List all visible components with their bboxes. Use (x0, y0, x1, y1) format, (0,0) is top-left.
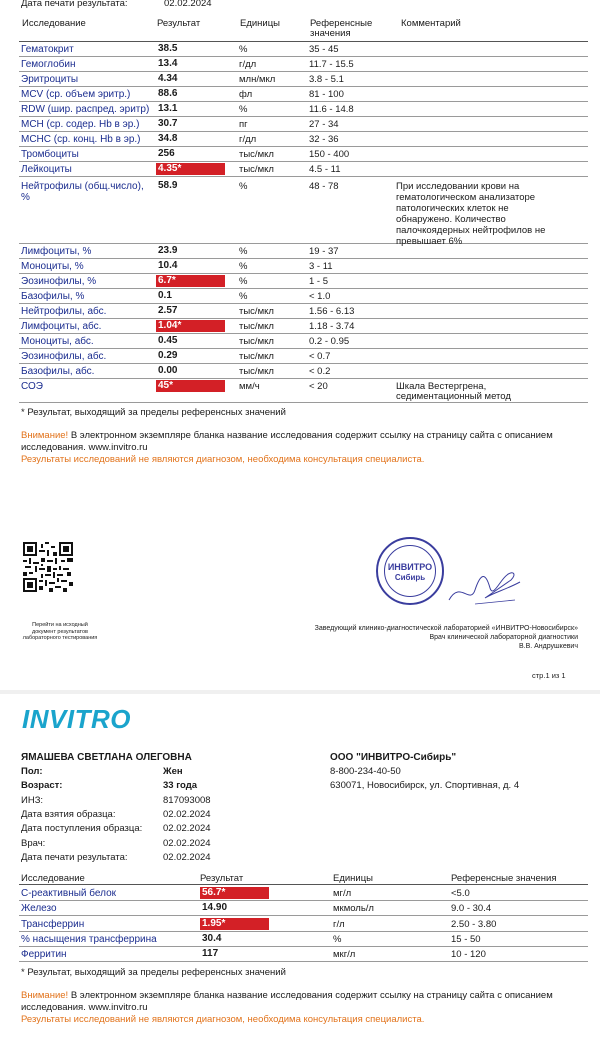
table-row (19, 364, 588, 379)
inz-label: ИНЗ: (21, 795, 44, 806)
row-ref: < 1.0 (309, 291, 331, 302)
qr-code-icon[interactable] (23, 542, 73, 592)
qr-caption-1: Перейти на исходный (32, 622, 88, 628)
row-result: 88.6 (158, 88, 178, 99)
row-ref: 0.2 - 0.95 (309, 336, 350, 347)
printed-value: 02.02.2024 (163, 852, 211, 863)
row-unit: г/л (333, 918, 345, 930)
warning-site[interactable]: www.invitro.ru (88, 442, 148, 453)
doctor-value: 02.02.2024 (163, 838, 211, 849)
row-name[interactable]: Эозинофилы, % (21, 276, 97, 287)
row-ref: < 0.7 (309, 351, 331, 362)
row-ref: 10 - 120 (451, 949, 486, 961)
row-ref: 3.8 - 5.1 (309, 74, 344, 85)
row-ref: 32 - 36 (309, 134, 339, 145)
row-result: 34.8 (158, 133, 178, 144)
row-unit: г/дл (239, 134, 257, 145)
row-name[interactable]: Гематокрит (21, 44, 74, 55)
row-name[interactable]: % насыщения трансферрина (21, 933, 157, 945)
sex-label: Пол: (21, 766, 43, 777)
warning-text: В электронном экземпляре бланка название исследования содержит ссылку на страницу сайта с описанием исследования. (21, 990, 553, 1013)
row-result: 4.34 (158, 73, 178, 84)
signer-line-3: В.В. Андрушкевич (518, 643, 578, 650)
row-name[interactable]: Базофилы, % (21, 291, 85, 302)
row-unit: тыс/мкл (239, 351, 274, 362)
row-unit: % (239, 44, 248, 55)
org-address: 630071, Новосибирск, ул. Спортивная, д. 4 (330, 780, 520, 791)
page-separator (0, 690, 600, 694)
table-row (19, 42, 588, 57)
row-result: 45* (156, 380, 225, 392)
warning-label: Внимание! (21, 430, 69, 441)
row-result: 0.45 (158, 335, 178, 346)
row-unit: мкг/л (333, 949, 356, 961)
row-name[interactable]: Лимфоциты, % (21, 246, 92, 257)
row-result: 58.9 (158, 180, 178, 191)
row-result: 56.7* (200, 887, 269, 899)
row-unit: мм/ч (239, 381, 260, 392)
header-test: Исследование (21, 873, 85, 884)
table-row (19, 259, 588, 274)
row-name[interactable]: Железо (21, 903, 57, 915)
row-result: 14.90 (202, 902, 228, 914)
lab-stamp (376, 537, 444, 605)
row-name[interactable]: Ферритин (21, 949, 67, 961)
table-row (19, 102, 588, 117)
header-comment: Комментарий (401, 18, 461, 29)
row-ref: 1.18 - 3.74 (309, 321, 355, 332)
row-unit: мг/л (333, 888, 352, 899)
row-unit: тыс/мкл (239, 164, 274, 175)
row-name[interactable]: С-реактивный белок (21, 888, 117, 899)
org-phone: 8-800-234-40-50 (330, 766, 401, 777)
footnote: * Результат, выходящий за пределы референсных значений (21, 407, 286, 418)
table-row (19, 57, 588, 72)
row-unit: % (239, 104, 248, 115)
org-name: ООО "ИНВИТРО-Сибирь" (330, 752, 457, 763)
header-result: Результат (200, 873, 244, 884)
row-result: 6.7* (156, 275, 225, 287)
taken-value: 02.02.2024 (163, 809, 211, 820)
header-result: Результат (157, 18, 201, 29)
row-unit: млн/мкл (239, 74, 276, 85)
table-row (19, 274, 588, 289)
row-unit: пг (239, 119, 248, 130)
row-comment: Шкала Вестергрена, (396, 381, 487, 392)
row-ref: 11.6 - 14.8 (309, 104, 354, 115)
qr-caption-2: документ результатов (32, 628, 88, 635)
table-row (19, 917, 588, 932)
warning-label: Внимание! (21, 990, 69, 1001)
row-result: 13.4 (158, 58, 178, 69)
row-name[interactable]: Моноциты, абс. (21, 336, 94, 347)
row-ref: 15 - 50 (451, 933, 481, 945)
table-row (19, 87, 588, 102)
header-ref: Референсные значения (451, 873, 557, 884)
row-name[interactable]: Эритроциты (21, 74, 79, 85)
row-name[interactable]: Моноциты, % (21, 261, 84, 272)
row-name[interactable]: Трансферрин (21, 918, 85, 930)
row-result: 0.00 (158, 365, 178, 376)
stamp-sub: Сибирь (394, 573, 426, 582)
row-name[interactable]: MCH (ср. содер. Hb в эр.) (21, 119, 140, 130)
print-date-label: Дата печати результата: (21, 0, 128, 9)
warning-note-2 (21, 990, 586, 1014)
table-row (19, 132, 588, 147)
row-unit: % (333, 933, 342, 945)
row-unit: тыс/мкл (239, 149, 274, 160)
row-result: 256 (158, 148, 175, 159)
signature-icon (445, 560, 525, 610)
row-ref: 48 - 78 (309, 181, 339, 192)
table-row (19, 117, 588, 132)
row-result: 2.57 (158, 305, 178, 316)
table2-header (19, 872, 588, 885)
row-result: 30.4 (202, 932, 222, 944)
print-date-value: 02.02.2024 (164, 0, 212, 9)
table-row (19, 319, 588, 334)
row-name[interactable]: Гемоглобин (21, 59, 76, 70)
signer-line-2: Врач клинической лабораторной диагностики (429, 634, 578, 641)
table-row (19, 304, 588, 319)
table-row (19, 162, 588, 177)
row-result: 1.04* (156, 320, 225, 332)
table-row (19, 932, 588, 947)
table-row-esr (19, 379, 588, 403)
row-unit: фл (239, 89, 253, 100)
row-unit: г/дл (239, 59, 257, 70)
row-result: 30.7 (158, 118, 178, 129)
table-header (20, 17, 588, 41)
table-row (19, 72, 588, 87)
row-result: 10.4 (158, 260, 178, 271)
row-name[interactable]: Лейкоциты (21, 164, 72, 175)
warning-text: В электронном экземпляре бланка название исследования содержит ссылку на страницу сайта с описанием исследования. (21, 430, 553, 453)
row-ref: < 0.2 (309, 366, 331, 377)
table-row (19, 334, 588, 349)
row-unit: тыс/мкл (239, 321, 274, 332)
row-name: Нейтрофилы (общ.число), (21, 181, 144, 192)
row-name[interactable]: Лимфоциты, абс. (21, 321, 102, 332)
header-units: Единицы (240, 18, 281, 29)
row-name-2: % (21, 192, 30, 203)
signer-block (260, 624, 578, 651)
table-row (19, 289, 588, 304)
row-unit: % (239, 276, 248, 287)
inz-value: 817093008 (163, 795, 211, 806)
row-unit: тыс/мкл (239, 306, 274, 317)
age-label: Возраст: (21, 780, 63, 791)
row-ref: 19 - 37 (309, 246, 339, 257)
row-name[interactable]: MCHC (ср. конц. Hb в эр.) (21, 134, 141, 145)
invitro-logo: INVITRO (22, 704, 131, 734)
row-result: 0.1 (158, 290, 172, 301)
footnote-2: * Результат, выходящий за пределы референсных значений (21, 967, 286, 978)
table-row (19, 147, 588, 162)
row-result: 1.95* (200, 918, 269, 930)
row-ref: 9.0 - 30.4 (451, 903, 492, 915)
doctor-label: Врач: (21, 838, 46, 849)
row-ref: 81 - 100 (309, 89, 344, 100)
row-ref: 3 - 11 (309, 261, 333, 272)
row-name: СОЭ (21, 381, 43, 392)
row-unit: тыс/мкл (239, 336, 274, 347)
row-ref: 4.5 - 11 (309, 164, 341, 175)
row-ref: < 20 (309, 381, 328, 392)
row-comment-2: седиментационный метод (396, 391, 511, 402)
disclaimer-2: Результаты исследований не являются диагнозом, необходима консультация специалиста. (21, 1014, 425, 1025)
disclaimer: Результаты исследований не являются диагнозом, необходима консультация специалиста. (21, 454, 425, 465)
signer-line-1: Заведующий клинико-диагностической лабораторией «ИНВИТРО-Новосибирск» (314, 625, 578, 632)
received-label: Дата поступления образца: (21, 823, 143, 834)
table-row (19, 947, 588, 962)
row-result: 13.1 (158, 103, 178, 114)
table-row (19, 901, 588, 916)
row-result: 4.35* (156, 163, 225, 175)
row-result: 0.29 (158, 350, 178, 361)
patient-name: ЯМАШЕВА СВЕТЛАНА ОЛЕГОВНА (21, 752, 192, 763)
row-ref: 1.56 - 6.13 (309, 306, 355, 317)
row-name[interactable]: Эозинофилы, абс. (21, 351, 107, 362)
taken-label: Дата взятия образца: (21, 809, 116, 820)
row-unit: % (239, 246, 248, 257)
row-comment: При исследовании крови на гематологическом анализаторе патологических клеток не обнаружено. Количество палочкоядерных нейтрофилов не превышает 6% (396, 181, 546, 247)
warning-note (21, 430, 586, 454)
row-name[interactable]: MCV (ср. объем эритр.) (21, 89, 131, 100)
table-row-neutrophils (19, 179, 588, 247)
row-unit: тыс/мкл (239, 366, 274, 377)
row-ref: 2.50 - 3.80 (451, 918, 497, 930)
sex-value: Жен (163, 766, 183, 777)
row-ref: <5.0 (451, 888, 470, 899)
row-result: 38.5 (158, 43, 178, 54)
row-ref: 150 - 400 (309, 149, 350, 160)
table-row (19, 886, 588, 901)
row-name[interactable]: Базофилы, абс. (21, 366, 95, 377)
header-ref-2: значения (310, 28, 351, 39)
warning-site[interactable]: www.invitro.ru (88, 1002, 148, 1013)
qr-caption-3: лабораторного тестирования (22, 635, 98, 641)
table-row (19, 349, 588, 364)
row-name[interactable]: Нейтрофилы, абс. (21, 306, 107, 317)
row-result: 117 (202, 948, 219, 960)
row-unit: % (239, 291, 248, 302)
row-unit: мкмоль/л (333, 903, 374, 915)
row-ref: 1 - 5 (309, 276, 329, 287)
age-value: 33 года (163, 780, 198, 791)
row-ref: 27 - 34 (309, 119, 339, 130)
row-name[interactable]: RDW (шир. распред. эритр) (21, 104, 150, 115)
row-ref: 11.7 - 15.5 (309, 59, 354, 70)
table-row (19, 244, 588, 259)
qr-caption (20, 622, 100, 642)
printed-label: Дата печати результата: (21, 852, 128, 863)
header-ref-1: Референсные (310, 18, 373, 29)
row-result: 23.9 (158, 245, 178, 256)
row-unit: % (239, 181, 248, 192)
received-value: 02.02.2024 (163, 823, 211, 834)
row-ref: 35 - 45 (309, 44, 339, 55)
row-unit: % (239, 261, 248, 272)
page-number: стр.1 из 1 (532, 671, 566, 680)
row-name[interactable]: Тромбоциты (21, 149, 79, 160)
header-test: Исследование (22, 18, 86, 29)
header-units: Единицы (333, 873, 374, 884)
stamp-text: ИНВИТРО (387, 562, 433, 572)
